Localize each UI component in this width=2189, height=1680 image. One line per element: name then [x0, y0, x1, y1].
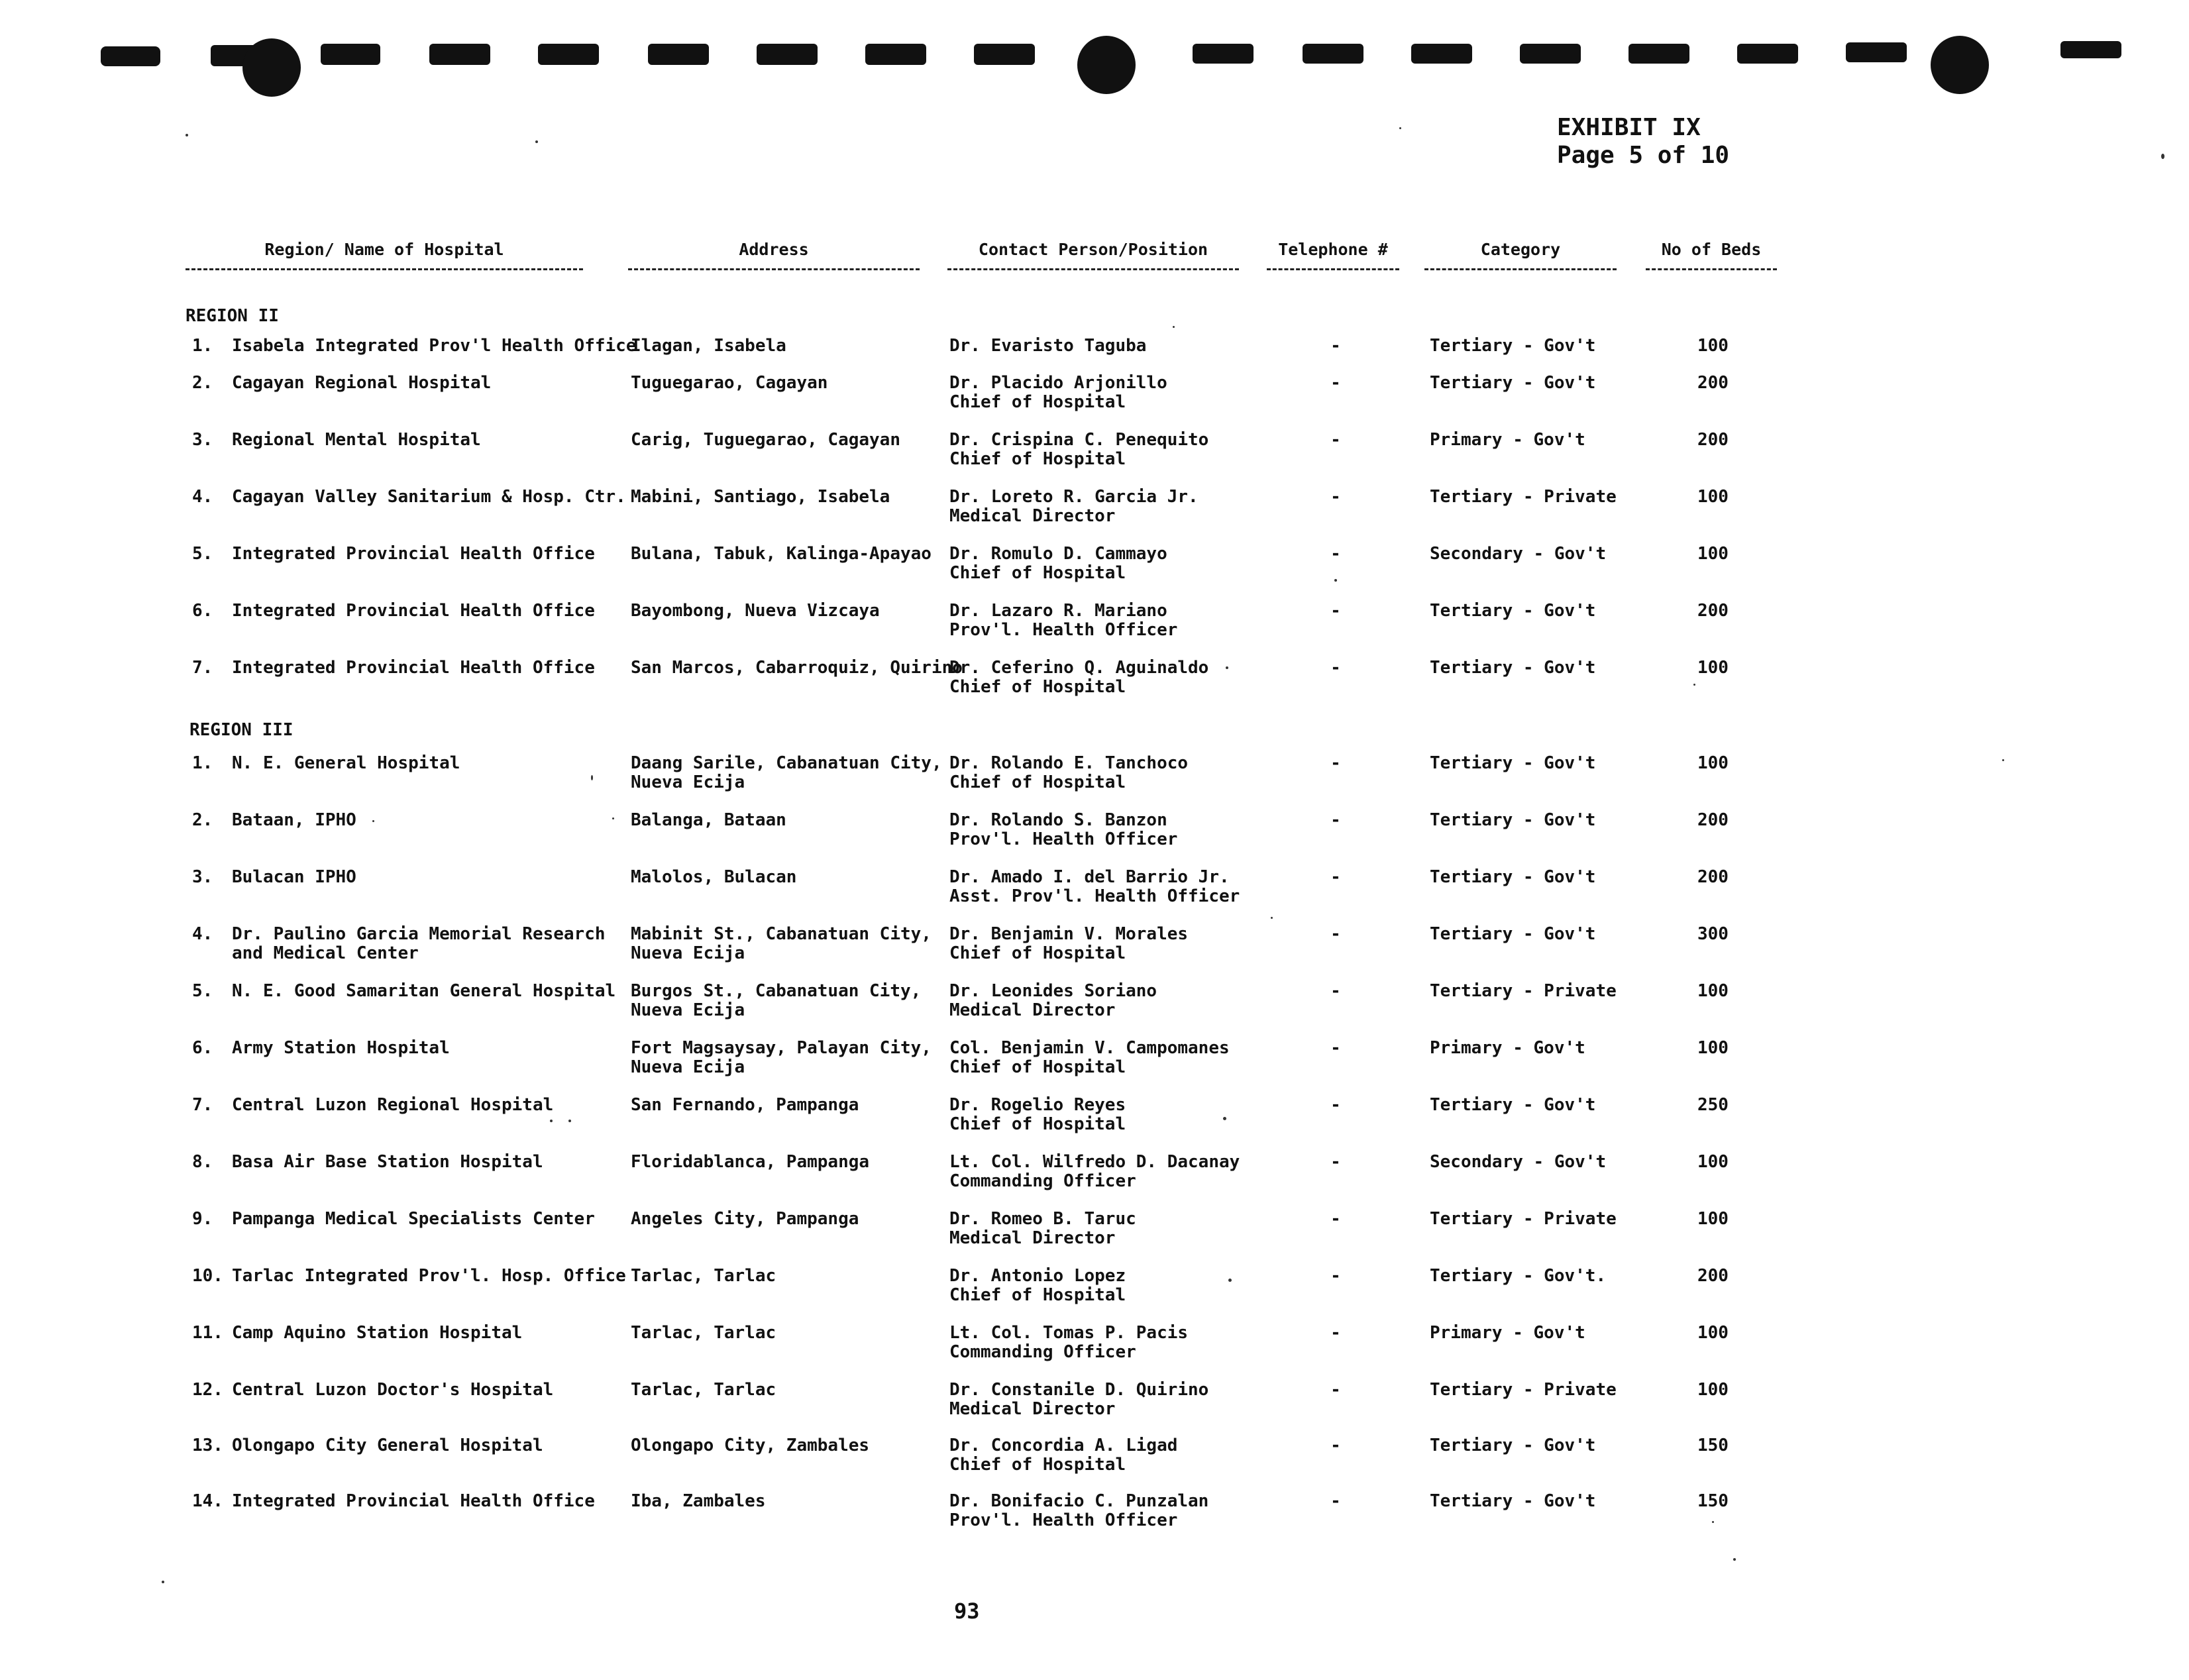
telephone: -: [1330, 1436, 1341, 1455]
speck: [1399, 127, 1401, 129]
telephone: -: [1330, 430, 1341, 450]
contact-position: Chief of Hospital: [949, 1285, 1126, 1305]
bed-count: 300: [1697, 924, 1729, 944]
category: Tertiary - Gov't: [1430, 373, 1596, 393]
bed-count: 100: [1697, 1038, 1729, 1058]
hospital-name: Regional Mental Hospital: [232, 430, 481, 450]
telephone: -: [1330, 1380, 1341, 1400]
hospital-address: Tarlac, Tarlac: [631, 1380, 776, 1400]
hospital-address: Daang Sarile, Cabanatuan City,: [631, 753, 942, 773]
contact-position: Medical Director: [949, 1228, 1116, 1248]
telephone: -: [1330, 601, 1341, 621]
telephone: -: [1330, 1038, 1341, 1058]
contact-person: Dr. Rolando E. Tanchoco: [949, 753, 1189, 773]
category: Primary - Gov't: [1430, 1038, 1585, 1058]
table-row: [0, 1324, 2189, 1377]
hospital-name: Central Luzon Doctor's Hospital: [232, 1380, 554, 1400]
hospital-name: Bataan, IPHO: [232, 810, 356, 830]
table-row: [0, 982, 2189, 1035]
contact-person: Dr. Concordia A. Ligad: [949, 1436, 1178, 1455]
hospital-address: San Marcos, Cabarroquiz, Quirino: [631, 658, 963, 678]
contact-position: Medical Director: [949, 506, 1116, 526]
page-of-pages: Page 5 of 10: [1557, 142, 1730, 169]
table-row: [0, 602, 2189, 655]
contact-position: Medical Director: [949, 1399, 1116, 1419]
row-number: 7.: [192, 658, 213, 678]
hospital-address: Tarlac, Tarlac: [631, 1323, 776, 1343]
row-number: 11.: [192, 1323, 223, 1343]
hospital-address: Mabini, Santiago, Isabela: [631, 487, 890, 507]
hospital-address: Carig, Tuguegarao, Cagayan: [631, 430, 900, 450]
hospital-address-line2: Nueva Ecija: [631, 1000, 745, 1020]
contact-person: Dr. Lazaro R. Mariano: [949, 601, 1167, 621]
telephone: -: [1330, 1209, 1341, 1229]
row-number: 3.: [192, 867, 213, 887]
bed-count: 100: [1697, 1209, 1729, 1229]
table-row: [0, 868, 2189, 921]
row-number: 8.: [192, 1152, 213, 1172]
contact-position: Commanding Officer: [949, 1342, 1136, 1362]
telephone: -: [1330, 810, 1341, 830]
hospital-address: Iba, Zambales: [631, 1491, 766, 1511]
table-row: [0, 925, 2189, 978]
category: Tertiary - Gov't: [1430, 336, 1596, 356]
contact-position: Chief of Hospital: [949, 1057, 1126, 1077]
hospital-address: Malolos, Bulacan: [631, 867, 797, 887]
region-title: REGION III: [189, 720, 294, 740]
contact-position: Chief of Hospital: [949, 677, 1126, 697]
exhibit-label: [1557, 114, 1729, 170]
contact-person: Dr. Placido Arjonillo: [949, 373, 1167, 393]
hospital-name: Cagayan Valley Sanitarium & Hosp. Ctr.: [232, 487, 626, 507]
category: Tertiary - Gov't: [1430, 601, 1596, 621]
hospital-name: Integrated Provincial Health Office: [232, 544, 595, 564]
bed-count: 100: [1697, 1380, 1729, 1400]
row-number: 10.: [192, 1266, 223, 1286]
hospital-address-line2: Nueva Ecija: [631, 1057, 745, 1077]
row-number: 9.: [192, 1209, 213, 1229]
category: Tertiary - Gov't: [1430, 867, 1596, 887]
category: Tertiary - Private: [1430, 1209, 1617, 1229]
hospital-address: Burgos St., Cabanatuan City,: [631, 981, 922, 1001]
contact-person: Dr. Amado I. del Barrio Jr.: [949, 867, 1230, 887]
contact-person: Dr. Bonifacio C. Punzalan: [949, 1491, 1209, 1511]
contact-position: Medical Director: [949, 1000, 1116, 1020]
hospital-address: Balanga, Bataan: [631, 810, 786, 830]
hospital-name-line2: and Medical Center: [232, 943, 419, 963]
contact-person: Dr. Constanile D. Quirino: [949, 1380, 1209, 1400]
category: Tertiary - Private: [1430, 1380, 1617, 1400]
bed-count: 200: [1697, 373, 1729, 393]
hospital-address: Bulana, Tabuk, Kalinga-Apayao: [631, 544, 932, 564]
speck: [591, 775, 593, 780]
bed-count: 100: [1697, 1152, 1729, 1172]
bed-count: 150: [1697, 1491, 1729, 1511]
speck: [568, 1120, 571, 1122]
contact-person: Dr. Benjamin V. Morales: [949, 924, 1189, 944]
row-number: 2.: [192, 810, 213, 830]
table-row: [0, 1267, 2189, 1320]
telephone: -: [1330, 544, 1341, 564]
table-row: [0, 545, 2189, 598]
contact-person: Dr. Loreto R. Garcia Jr.: [949, 487, 1199, 507]
contact-position: Chief of Hospital: [949, 449, 1126, 469]
contact-person: Dr. Rolando S. Banzon: [949, 810, 1167, 830]
telephone: -: [1330, 867, 1341, 887]
telephone: -: [1330, 1095, 1341, 1115]
contact-position: Chief of Hospital: [949, 943, 1126, 963]
category: Tertiary - Gov't: [1430, 658, 1596, 678]
row-number: 13.: [192, 1436, 223, 1455]
hospital-address: Tuguegarao, Cagayan: [631, 373, 828, 393]
table-row: [0, 1039, 2189, 1092]
speck: [2161, 154, 2164, 159]
tractor-feed-perforation: [0, 0, 2189, 106]
table-row: [0, 811, 2189, 864]
hospital-address: Olongapo City, Zambales: [631, 1436, 870, 1455]
speck: [186, 134, 188, 136]
region-title: REGION II: [186, 306, 279, 326]
bed-count: 100: [1697, 1323, 1729, 1343]
contact-position: Chief of Hospital: [949, 1114, 1126, 1134]
column-header-contact: Contact Person/Position: [947, 240, 1239, 270]
table-row: [0, 431, 2189, 484]
speck: [1228, 1279, 1232, 1282]
telephone: -: [1330, 1491, 1341, 1511]
category: Tertiary - Gov't: [1430, 924, 1596, 944]
row-number: 4.: [192, 924, 213, 944]
category: Tertiary - Private: [1430, 981, 1617, 1001]
speck: [1173, 326, 1175, 328]
hospital-address: Mabinit St., Cabanatuan City,: [631, 924, 932, 944]
contact-person: Dr. Rogelio Reyes: [949, 1095, 1126, 1115]
contact-position: Asst. Prov'l. Health Officer: [949, 886, 1240, 906]
row-number: 12.: [192, 1380, 223, 1400]
hospital-name: N. E. Good Samaritan General Hospital: [232, 981, 616, 1001]
bed-count: 200: [1697, 601, 1729, 621]
contact-person: Dr. Romulo D. Cammayo: [949, 544, 1167, 564]
hospital-name: N. E. General Hospital: [232, 753, 460, 773]
contact-position: Chief of Hospital: [949, 563, 1126, 583]
table-row: [0, 658, 2189, 711]
row-number: 6.: [192, 601, 213, 621]
contact-person: Lt. Col. Wilfredo D. Dacanay: [949, 1152, 1240, 1172]
contact-position: Chief of Hospital: [949, 392, 1126, 412]
bed-count: 200: [1697, 867, 1729, 887]
contact-person: Dr. Leonides Soriano: [949, 981, 1157, 1001]
bed-count: 100: [1697, 658, 1729, 678]
hospital-address: Angeles City, Pampanga: [631, 1209, 859, 1229]
contact-position: Prov'l. Health Officer: [949, 829, 1178, 849]
hospital-address: Fort Magsaysay, Palayan City,: [631, 1038, 932, 1058]
contact-position: Prov'l. Health Officer: [949, 1510, 1178, 1530]
hospital-address: San Fernando, Pampanga: [631, 1095, 859, 1115]
speck: [2002, 759, 2004, 761]
bed-count: 100: [1697, 981, 1729, 1001]
hospital-address: Bayombong, Nueva Vizcaya: [631, 601, 880, 621]
row-number: 3.: [192, 430, 213, 450]
telephone: -: [1330, 1152, 1341, 1172]
telephone: -: [1330, 658, 1341, 678]
speck: [1733, 1558, 1736, 1561]
telephone: -: [1330, 924, 1341, 944]
row-number: 1.: [192, 753, 213, 773]
hospital-address: Tarlac, Tarlac: [631, 1266, 776, 1286]
bed-count: 100: [1697, 753, 1729, 773]
row-number: 1.: [192, 336, 213, 356]
speck: [1271, 917, 1273, 919]
telephone: -: [1330, 753, 1341, 773]
category: Primary - Gov't: [1430, 1323, 1585, 1343]
contact-person: Lt. Col. Tomas P. Pacis: [949, 1323, 1189, 1343]
table-row: [0, 1153, 2189, 1206]
bed-count: 100: [1697, 336, 1729, 356]
speck: [535, 140, 538, 143]
table-row: [0, 488, 2189, 541]
speck: [1712, 1521, 1714, 1523]
row-number: 6.: [192, 1038, 213, 1058]
telephone: -: [1330, 981, 1341, 1001]
bed-count: 100: [1697, 544, 1729, 564]
hospital-name: Integrated Provincial Health Office: [232, 601, 595, 621]
row-number: 2.: [192, 373, 213, 393]
telephone: -: [1330, 1266, 1341, 1286]
telephone: -: [1330, 487, 1341, 507]
category: Primary - Gov't: [1430, 430, 1585, 450]
hospital-address: Floridablanca, Pampanga: [631, 1152, 870, 1172]
contact-position: Commanding Officer: [949, 1171, 1136, 1191]
speck: [162, 1581, 164, 1583]
speck: [1223, 1117, 1226, 1120]
contact-position: Chief of Hospital: [949, 772, 1126, 792]
hospital-name: Basa Air Base Station Hospital: [232, 1152, 543, 1172]
table-row: [0, 754, 2189, 807]
category: Tertiary - Private: [1430, 487, 1617, 507]
contact-position: Chief of Hospital: [949, 1455, 1126, 1475]
contact-person: Dr. Evaristo Taguba: [949, 336, 1147, 356]
table-row: [0, 1096, 2189, 1149]
hospital-name: Integrated Provincial Health Office: [232, 1491, 595, 1511]
speck: [612, 817, 614, 819]
hospital-name: Dr. Paulino Garcia Memorial Research: [232, 924, 606, 944]
category: Tertiary - Gov't: [1430, 1095, 1596, 1115]
exhibit-title: EXHIBIT IX: [1557, 114, 1701, 141]
column-header-beds: No of Beds: [1646, 240, 1777, 270]
contact-person: Dr. Antonio Lopez: [949, 1266, 1126, 1286]
hospital-name: Cagayan Regional Hospital: [232, 373, 492, 393]
column-header-category: Category: [1424, 240, 1617, 270]
hospital-address: Ilagan, Isabela: [631, 336, 786, 356]
table-row: [0, 1492, 2189, 1545]
row-number: 7.: [192, 1095, 213, 1115]
telephone: -: [1330, 373, 1341, 393]
category: Tertiary - Gov't: [1430, 810, 1596, 830]
speck: [372, 820, 374, 822]
hospital-name: Isabela Integrated Prov'l Health Office: [232, 336, 637, 356]
category: Tertiary - Gov't.: [1430, 1266, 1607, 1286]
row-number: 14.: [192, 1491, 223, 1511]
bed-count: 250: [1697, 1095, 1729, 1115]
table-row: [0, 374, 2189, 427]
hospital-name: Olongapo City General Hospital: [232, 1436, 543, 1455]
category: Secondary - Gov't: [1430, 544, 1607, 564]
hospital-name: Central Luzon Regional Hospital: [232, 1095, 554, 1115]
row-number: 5.: [192, 981, 213, 1001]
table-row: [0, 1381, 2189, 1434]
category: Secondary - Gov't: [1430, 1152, 1607, 1172]
bed-count: 100: [1697, 487, 1729, 507]
column-header-address: Address: [628, 240, 920, 270]
contact-person: Dr. Crispina C. Penequito: [949, 430, 1209, 450]
contact-person: Dr. Romeo B. Taruc: [949, 1209, 1136, 1229]
row-number: 5.: [192, 544, 213, 564]
bed-count: 200: [1697, 1266, 1729, 1286]
table-row: [0, 1210, 2189, 1263]
speck: [550, 1120, 553, 1122]
hospital-address-line2: Nueva Ecija: [631, 772, 745, 792]
column-header-telephone: Telephone #: [1267, 240, 1399, 270]
contact-person: Dr. Ceferino Q. Aguinaldo: [949, 658, 1209, 678]
hospital-name: Bulacan IPHO: [232, 867, 356, 887]
contact-position: Prov'l. Health Officer: [949, 620, 1178, 640]
speck: [1226, 666, 1228, 669]
category: Tertiary - Gov't: [1430, 1436, 1596, 1455]
hospital-name: Camp Aquino Station Hospital: [232, 1323, 523, 1343]
hospital-address-line2: Nueva Ecija: [631, 943, 745, 963]
hospital-name: Integrated Provincial Health Office: [232, 658, 595, 678]
category: Tertiary - Gov't: [1430, 1491, 1596, 1511]
column-header-name: Region/ Name of Hospital: [186, 240, 583, 270]
hospital-name: Army Station Hospital: [232, 1038, 450, 1058]
bed-count: 200: [1697, 430, 1729, 450]
table-row: [0, 1436, 2189, 1489]
row-number: 4.: [192, 487, 213, 507]
hospital-name: Tarlac Integrated Prov'l. Hosp. Office: [232, 1266, 626, 1286]
category: Tertiary - Gov't: [1430, 753, 1596, 773]
telephone: -: [1330, 336, 1341, 356]
telephone: -: [1330, 1323, 1341, 1343]
bed-count: 200: [1697, 810, 1729, 830]
bed-count: 150: [1697, 1436, 1729, 1455]
hospital-name: Pampanga Medical Specialists Center: [232, 1209, 595, 1229]
speck: [1693, 684, 1695, 686]
page-number: 93: [954, 1599, 980, 1624]
speck: [1334, 579, 1337, 582]
contact-person: Col. Benjamin V. Campomanes: [949, 1038, 1230, 1058]
